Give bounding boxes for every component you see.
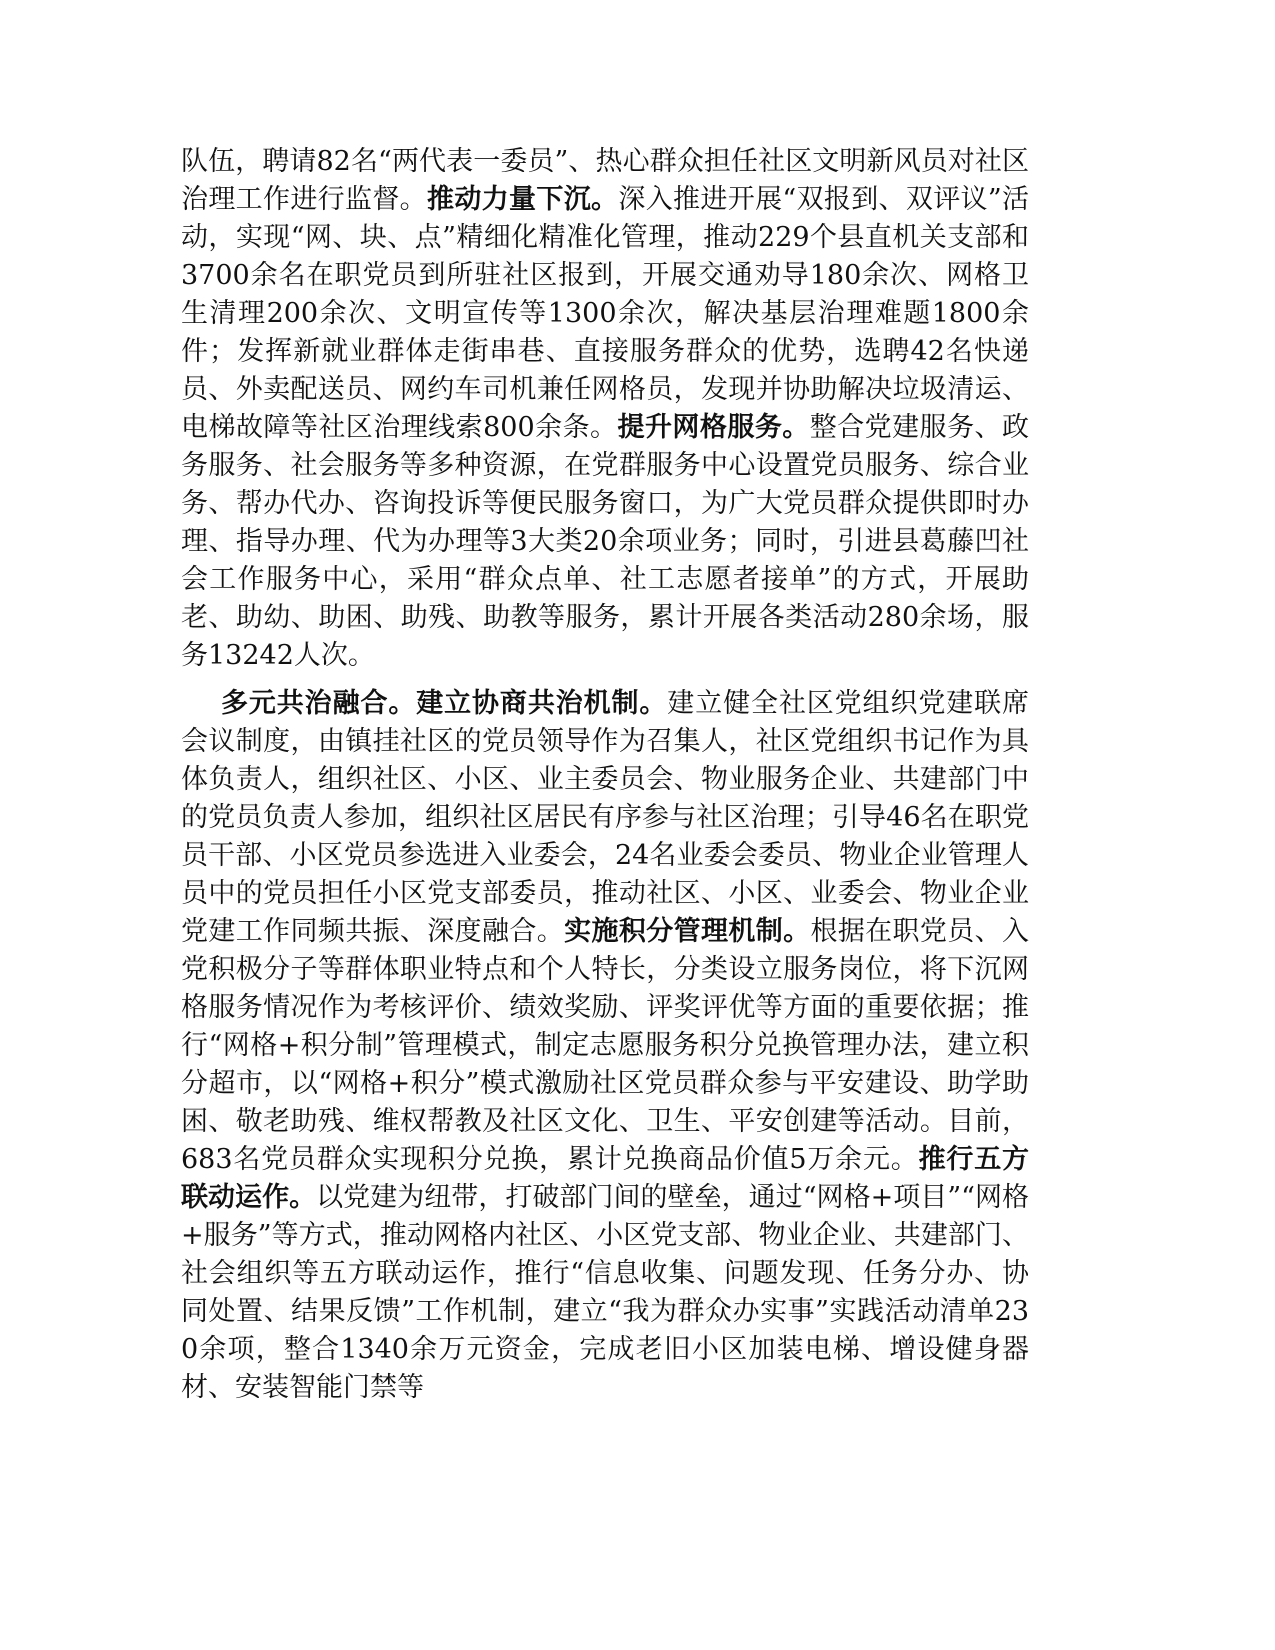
heading-points-management: 实施积分管理机制。 — [564, 916, 811, 947]
paragraph-2-text-1: 建立健全社区党组织党建联席会议制度，由镇挂社区的党员领导作为召集人，社区党组织书记作为具体负责人，组织社区、小区、业主委员会、物业服务企业、共建部门中的党员负责人参加，组织社区居民有序参与社区治理；引导46名在职党员干部、小区党员参选进入业委会，24名业委会委员、物业企业管理人员中的党员担任小区党支部委员，推动社区、小区、业委会、物业企业党建工作同频共振、深度融合。 — [181, 688, 1030, 947]
paragraph-1-text-1: 队伍，聘请82名“两代表一委员”、热心群众担任社区文明新风员对社区治理工作进行监督。 — [181, 146, 1029, 215]
heading-consultation-mechanism: 建立协商共治机制。 — [416, 688, 668, 719]
heading-five-party-linkage: 推行五方联动运作。 — [181, 1144, 1030, 1213]
paragraph-1-text-2: 深入推进开展“双报到、双评议”活动，实现“网、块、点”精细化精准化管理，推动229个县直机关支部和3700余名在职党员到所驻社区报到，开展交通劝导180余次、网格卫生清理200余次、文明宣传等1300余次，解决基层治理难题1800余件；发挥新就业群体走街串巷、直接服务群众的优势，选聘42名快递员、外卖配送员、网约车司机兼任网格员，发现并协助解决垃圾清运、电梯故障等社区治理线索800余条。 — [181, 184, 1030, 443]
heading-improve-grid-service: 提升网格服务。 — [617, 412, 810, 443]
paragraph-2 — [181, 685, 1029, 1407]
heading-multi-governance: 多元共治融合。 — [221, 688, 417, 719]
paragraph-1-text-3: 整合党建服务、政务服务、社会服务等多种资源，在党群服务中心设置党员服务、综合业务、帮办代办、咨询投诉等便民服务窗口，为广大党员群众提供即时办理、指导办理、代为办理等3大类20余项业务；同时，引进县葛藤凹社会工作服务中心，采用“群众点单、社工志愿者接单”的方式，开展助老、助幼、助困、助残、助教等服务，累计开展各类活动280余场，服务13242人次。 — [181, 412, 1029, 671]
paragraph-2-text-3: 以党建为纽带，打破部门间的壁垒，通过“网格+项目”“网格+服务”等方式，推动网格内社区、小区党支部、物业企业、共建部门、社会组织等五方联动运作，推行“信息收集、问题发现、任务分办、协同处置、结果反馈”工作机制，建立“我为群众办实事”实践活动清单230余项，整合1340余万元资金，完成老旧小区加装电梯、增设健身器材、安装智能门禁等 — [181, 1182, 1029, 1403]
paragraph-1 — [181, 143, 1029, 675]
paragraph-2-text-2: 根据在职党员、入党积极分子等群体职业特点和个人特长，分类设立服务岗位，将下沉网格服务情况作为考核评价、绩效奖励、评奖评优等方面的重要依据；推行“网格+积分制”管理模式，制定志愿服务积分兑换管理办法，建立积分超市，以“网格+积分”模式激励社区党员群众参与平安建设、助学助困、敬老助残、维权帮教及社区文化、卫生、平安创建等活动。目前，683名党员群众实现积分兑换，累计兑换商品价值5万余元。 — [181, 916, 1030, 1175]
heading-push-force-down: 推动力量下沉。 — [427, 184, 619, 215]
